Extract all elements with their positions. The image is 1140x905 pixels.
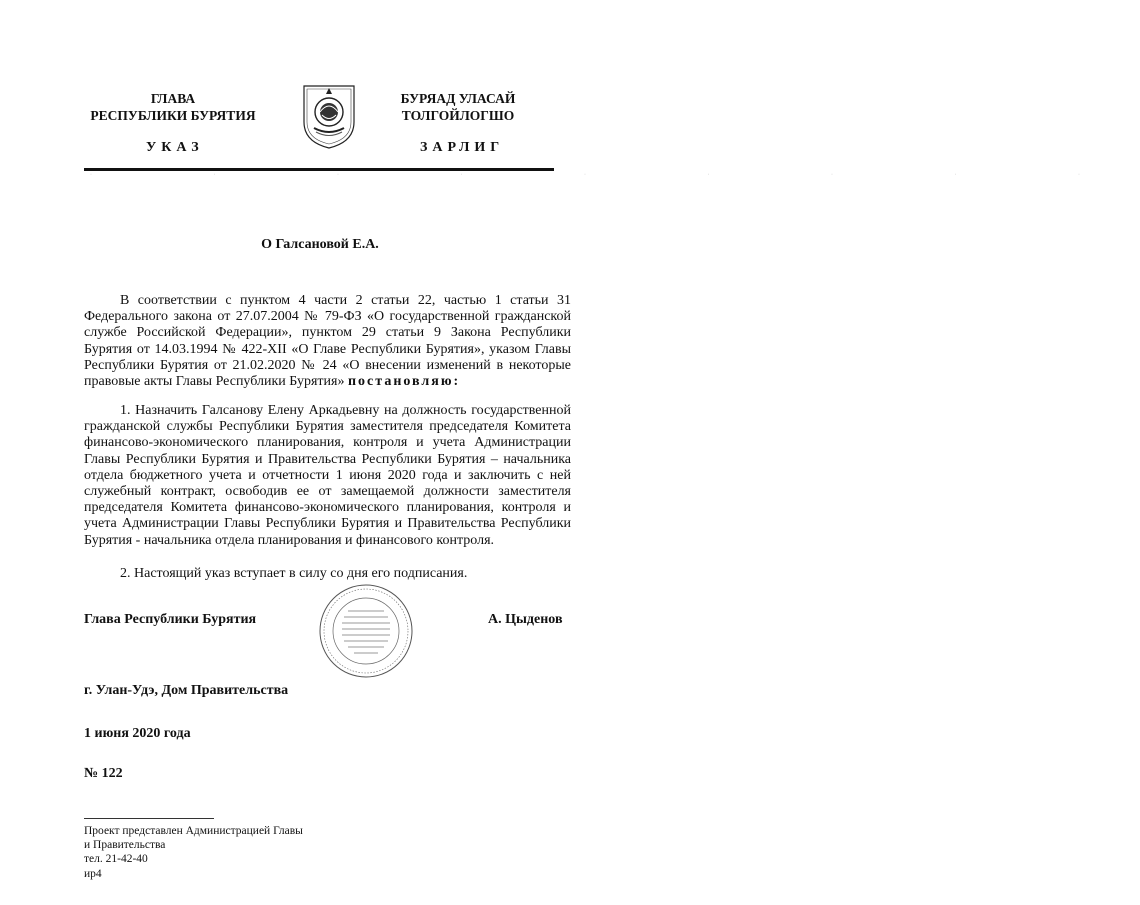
item-2-paragraph: 2. Настоящий указ вступает в силу со дня его подписания. [120, 566, 468, 581]
decree-number: № 122 [84, 766, 123, 781]
header-left-line2: РЕСПУБЛИКИ БУРЯТИЯ [90, 108, 256, 123]
decree-title: О Галсановой Е.А. [261, 237, 379, 252]
footer-line1: Проект представлен Администрацией Главы [84, 825, 303, 837]
footer-phone: тел. 21-42-40 [84, 853, 148, 865]
decree-label-russian: УКАЗ [146, 140, 204, 155]
footer-line2: и Правительства [84, 839, 166, 851]
header-dotted-line: · · · · · · · · · [90, 172, 1140, 178]
footer-divider [84, 818, 214, 819]
header-right-line1: БУРЯАД УЛАСАЙ [400, 91, 516, 106]
footer-note [84, 824, 303, 866]
preamble-paragraph [84, 293, 571, 390]
issue-place: г. Улан-Удэ, Дом Правительства [84, 683, 289, 698]
official-seal-stamp [318, 583, 414, 679]
coat-of-arms-emblem [300, 82, 358, 150]
footer-initials: ир4 [84, 868, 102, 880]
signatory-name: А. Цыденов [488, 612, 563, 627]
header-divider [84, 168, 554, 171]
header-right-line2: ТОЛГОЙЛОГШО [401, 108, 515, 123]
item-1-paragraph: 1. Назначить Галсанову Елену Аркадьевну на должность государственной гражданской службы Республики Бурятия заместителя председателя Комитета финансово-экономического планирования, контроля и учета Администрации Главы Республики Бурятия и Правительства Республики Бурятия – начальника отдела бюджетного учета и отчетности 1 июня 2020 года и заключить с ней служебный контракт, освободив ее от замещаемой должности заместителя председателя Комитета финансово-экономического планирования, контроля и учета Администрации Главы Республики Бурятия и Правительства Республики Бурятия - начальника отдела планирования и финансового контроля. [84, 403, 571, 548]
decree-word: постановляю: [347, 374, 461, 390]
decree-label-buryat: ЗАРЛИГ [420, 140, 505, 155]
header-left [78, 90, 268, 124]
header-left-line1: ГЛАВА [150, 91, 196, 106]
issue-date: 1 июня 2020 года [84, 726, 191, 741]
signatory-position: Глава Республики Бурятия [84, 612, 257, 627]
header-right [368, 90, 548, 124]
preamble-text: В соответствии с пунктом 4 части 2 статьи 22, частью 1 статьи 31 Федерального закона от 27.07.2004 № 79-ФЗ «О государственной гражданской службе Российской Федерации», пунктом 29 статьи 9 Закона Республики Бурятия от 14.03.1994 № 422-XII «О Главе Республики Бурятия», указом Главы Республики Бурятия от 21.02.2020 № 24 «О внесении изменений в некоторые правовые акты Главы Республики Бурятия» [84, 293, 571, 390]
